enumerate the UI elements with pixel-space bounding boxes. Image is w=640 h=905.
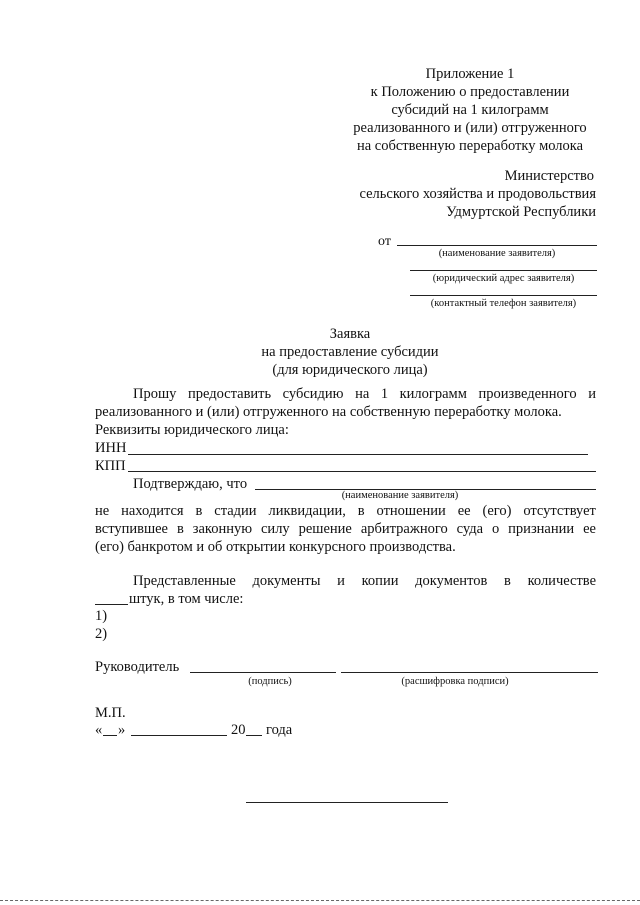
date-month-line: [131, 735, 227, 736]
liquidation-line-2-word: законную: [192, 521, 253, 537]
title-line-2: на предоставление субсидии: [261, 344, 439, 360]
documents-line-1-word: количестве: [527, 573, 596, 589]
liquidation-line-2-word: о: [491, 521, 500, 537]
date-year-line: [246, 735, 262, 736]
request-line-1-word: произведенного: [478, 386, 577, 402]
date-open-quote: «: [95, 722, 103, 738]
request-line-1: [133, 385, 596, 403]
appendix-line-5: на собственную переработку молока: [356, 138, 584, 154]
appendix-line-4: реализованного и (или) отгруженного: [353, 120, 587, 136]
requisites-label: Реквизиты юридического лица:: [95, 422, 289, 438]
liquidation-line-2-word: в: [176, 521, 184, 537]
request-line-2: реализованного и (или) отгруженного на собственную переработку молока.: [95, 404, 562, 420]
liquidation-line-1-word: ликвидации,: [268, 503, 346, 519]
appendix-line-1: Приложение 1: [425, 66, 515, 82]
liquidation-line-1-word: ее: [457, 503, 471, 519]
kpp-field-line: [128, 471, 596, 472]
documents-line-1-word: Представленные: [133, 573, 236, 589]
liquidation-line-2-word: вступившее: [95, 521, 168, 537]
caption-applicant-name: (наименование заявителя): [438, 248, 556, 259]
documents-count-line: [95, 604, 128, 605]
signature-line: [190, 672, 336, 673]
documents-item-1: 1): [95, 608, 108, 624]
head-label: Руководитель: [95, 659, 180, 675]
liquidation-line-2-word: силу: [261, 521, 290, 537]
date-year-suffix: года: [266, 722, 293, 738]
from-address-line: [410, 270, 597, 271]
documents-item-2: 2): [95, 626, 108, 642]
request-line-1-word: субсидию: [282, 386, 344, 402]
caption-applicant-phone: (контактный телефон заявителя): [430, 298, 577, 309]
request-line-1-word: и: [588, 386, 596, 402]
request-line-1-word: предоставить: [187, 386, 272, 402]
inn-field-line: [128, 454, 588, 455]
documents-line-1-word: документов: [415, 573, 488, 589]
request-line-1-word: Прошу: [133, 386, 177, 402]
date-day-line: [103, 735, 117, 736]
inn-label: ИНН: [95, 440, 127, 456]
caption-applicant-address: (юридический адрес заявителя): [432, 273, 575, 284]
bottom-separator-line: [246, 802, 448, 803]
caption-signature: (подпись): [248, 676, 292, 687]
documents-line-1-word: документы: [252, 573, 321, 589]
date-close-quote: »: [118, 722, 126, 738]
documents-line-1: [133, 572, 596, 590]
documents-line-1-word: в: [504, 573, 511, 589]
documents-line-2: штук, в том числе:: [129, 591, 244, 607]
addressee-line-1: Министерство: [504, 168, 594, 184]
date-year-prefix: 20: [231, 722, 246, 738]
liquidation-line-1-word: отношении: [376, 503, 446, 519]
liquidation-line-1-word: находится: [121, 503, 184, 519]
liquidation-line-2-word: суда: [456, 521, 484, 537]
addressee-line-2: сельского хозяйства и продовольствия: [359, 186, 596, 202]
addressee-line-3: Удмуртской Республики: [446, 204, 596, 220]
seal-label: М.П.: [95, 705, 126, 721]
liquidation-line-1-word: не: [95, 503, 110, 519]
from-name-line: [397, 245, 597, 246]
liquidation-line-1-word: стадии: [214, 503, 257, 519]
addressee-block: [300, 167, 596, 221]
from-label: от: [378, 234, 391, 249]
documents-line-1-word: копии: [361, 573, 399, 589]
liquidation-line-1-word: в: [195, 503, 203, 519]
liquidation-line-2-word: признании: [508, 521, 575, 537]
liquidation-line-2-word: решение: [298, 521, 352, 537]
appendix-block: [340, 65, 600, 155]
from-phone-line: [410, 295, 597, 296]
appendix-line-3: субсидий на 1 килограмм: [391, 102, 549, 118]
page-bottom-edge: [0, 900, 640, 901]
liquidation-line-1-word: в: [357, 503, 365, 519]
request-line-1-word: килограмм: [399, 386, 467, 402]
liquidation-line-1-word: отсутствует: [523, 503, 596, 519]
liquidation-line-1: [95, 502, 596, 520]
liquidation-line-1-word: (его): [482, 503, 512, 519]
appendix-line-2: к Положению о предоставлении: [370, 84, 570, 100]
liquidation-line-2-word: арбитражного: [360, 521, 448, 537]
signature-decode-line: [341, 672, 598, 673]
title-line-1: Заявка: [329, 326, 371, 342]
liquidation-line-2-word: ее: [583, 521, 596, 537]
confirm-caption: (наименование заявителя): [341, 490, 459, 501]
liquidation-line-3: (его) банкротом и об открытии конкурсного производства.: [95, 539, 456, 555]
documents-line-1-word: и: [337, 573, 345, 589]
liquidation-line-2: [95, 520, 596, 538]
kpp-label: КПП: [95, 458, 126, 474]
document-title: [200, 325, 500, 379]
request-line-1-word: на: [355, 386, 370, 402]
title-line-3: (для юридического лица): [272, 362, 428, 378]
caption-signature-decode: (расшифровка подписи): [401, 676, 509, 687]
request-line-1-word: 1: [380, 386, 389, 402]
confirm-label: Подтверждаю, что: [133, 476, 248, 492]
